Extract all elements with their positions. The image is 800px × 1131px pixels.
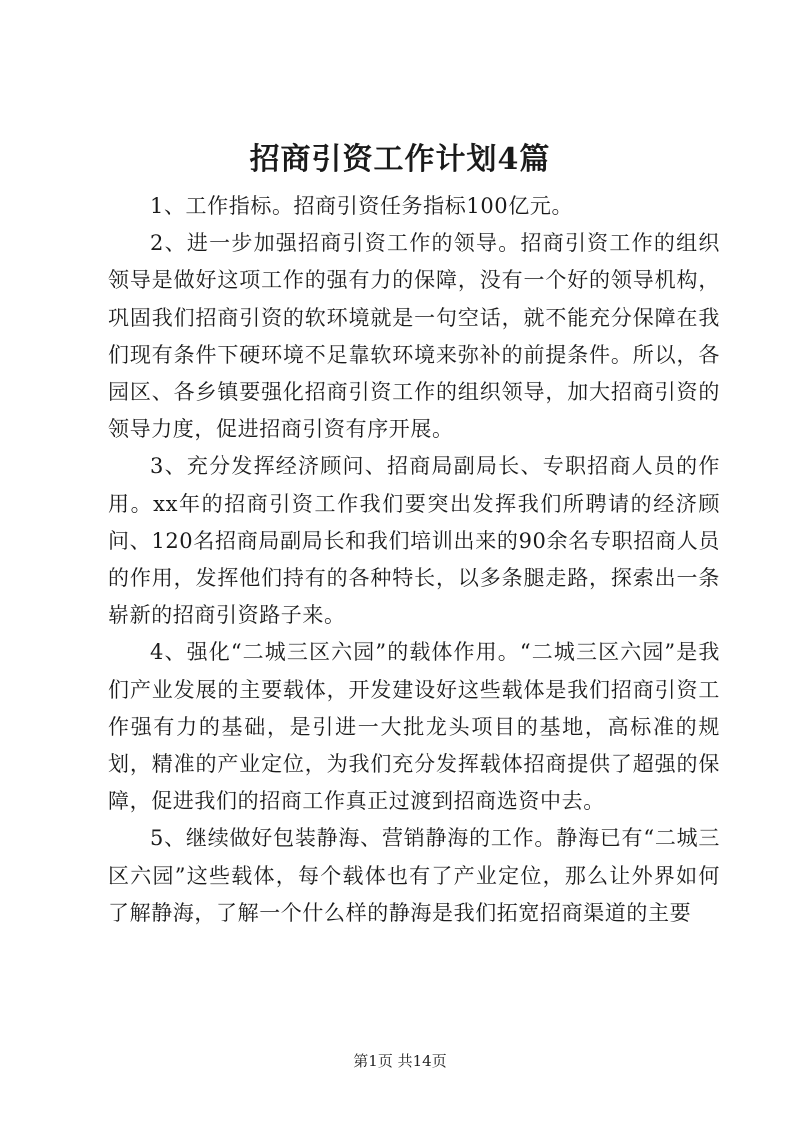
paragraph-3: 3、充分发挥经济顾问、招商局副局长、专职招商人员的作用。xx年的招商引资工作我们要突出发挥我们所聘请的经济顾问、120名招商局副局长和我们培训出来的90余名专职招商人员的作用，发挥他们持有的各种特长，以多条腿走路，探索出一条崭新的招商引资路子来。 [108, 454, 720, 628]
page-footer: 第1页 共14页 [353, 1052, 447, 1070]
document-title: 招商引资工作计划4篇 [249, 142, 551, 177]
paragraph-5: 5、继续做好包装静海、营销静海的工作。静海已有“二城三区六园”这些载体，每个载体也有了产业定位，那么让外界如何了解静海，了解一个什么样的静海是我们拓宽招商渠道的主要 [108, 826, 720, 925]
document-body [108, 188, 720, 932]
paragraph-4: 4、强化“二城三区六园”的载体作用。“二城三区六园”是我们产业发展的主要载体，开发建设好这些载体是我们招商引资工作强有力的基础，是引进一大批龙头项目的基地，高标准的规划，精准的产业定位，为我们充分发挥载体招商提供了超强的保障，促进我们的招商工作真正过渡到招商选资中去。 [108, 640, 720, 814]
paragraph-1: 1、工作指标。招商引资任务指标100亿元。 [150, 194, 574, 218]
paragraph-2: 2、进一步加强招商引资工作的领导。招商引资工作的组织领导是做好这项工作的强有力的保障，没有一个好的领导机构，巩固我们招商引资的软环境就是一句空话，就不能充分保障在我们现有条件下硬环境不足靠软环境来弥补的前提条件。所以，各园区、各乡镇要强化招商引资工作的组织领导，加大招商引资的领导力度，促进招商引资有序开展。 [108, 231, 720, 442]
